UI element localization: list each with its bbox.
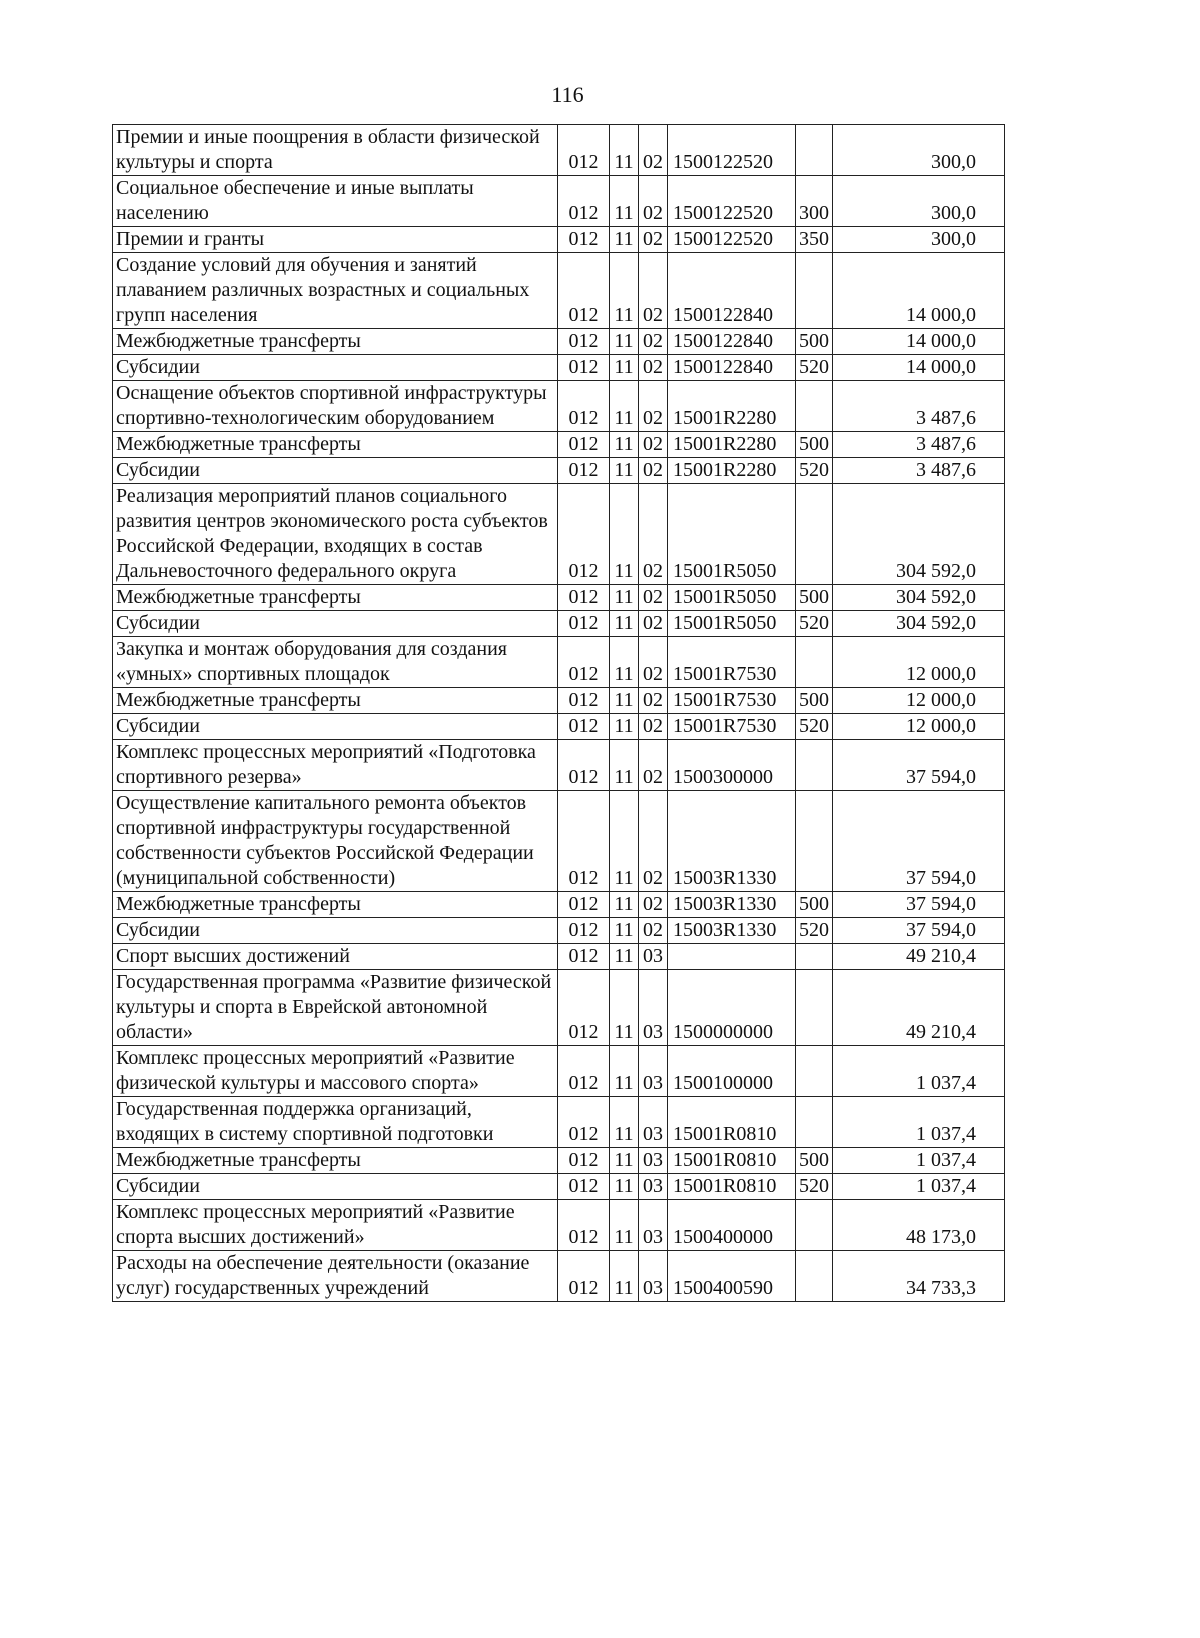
section-code-cell: 11 — [610, 918, 639, 944]
subsection-code-cell: 02 — [639, 253, 668, 329]
ministry-code-cell: 012 — [558, 176, 610, 227]
subsection-code-cell: 02 — [639, 381, 668, 432]
table-row — [113, 688, 1005, 714]
subsection-code-cell: 02 — [639, 892, 668, 918]
subsection-code-cell: 03 — [639, 1200, 668, 1251]
item-name-cell: Закупка и монтаж оборудования для создания «умных» спортивных площадок — [113, 637, 558, 688]
item-name-cell: Премии и иные поощрения в области физической культуры и спорта — [113, 125, 558, 176]
table-row — [113, 1251, 1005, 1302]
expense-type-cell — [796, 125, 833, 176]
target-article-cell: 15001R5050 — [668, 484, 796, 585]
item-name-cell: Субсидии — [113, 1174, 558, 1200]
item-name-cell: Межбюджетные трансферты — [113, 329, 558, 355]
section-code-cell: 11 — [610, 892, 639, 918]
table-row — [113, 432, 1005, 458]
amount-cell: 48 173,0 — [833, 1200, 1005, 1251]
table-row — [113, 1148, 1005, 1174]
item-name-cell: Государственная поддержка организаций, входящих в систему спортивной подготовки — [113, 1097, 558, 1148]
ministry-code-cell: 012 — [558, 611, 610, 637]
amount-cell: 37 594,0 — [833, 791, 1005, 892]
subsection-code-cell: 02 — [639, 688, 668, 714]
table-row — [113, 740, 1005, 791]
table-row — [113, 125, 1005, 176]
ministry-code-cell: 012 — [558, 740, 610, 791]
target-article-cell: 1500122520 — [668, 227, 796, 253]
table-row — [113, 176, 1005, 227]
section-code-cell: 11 — [610, 791, 639, 892]
amount-cell: 12 000,0 — [833, 637, 1005, 688]
item-name-cell: Создание условий для обучения и занятий плаванием различных возрастных и социальных групп населения — [113, 253, 558, 329]
ministry-code-cell: 012 — [558, 125, 610, 176]
item-name-cell: Премии и гранты — [113, 227, 558, 253]
table-row — [113, 637, 1005, 688]
ministry-code-cell: 012 — [558, 484, 610, 585]
expense-type-cell — [796, 970, 833, 1046]
subsection-code-cell: 02 — [639, 791, 668, 892]
section-code-cell: 11 — [610, 176, 639, 227]
table-row — [113, 227, 1005, 253]
target-article-cell: 1500400000 — [668, 1200, 796, 1251]
amount-cell: 14 000,0 — [833, 355, 1005, 381]
section-code-cell: 11 — [610, 484, 639, 585]
amount-cell: 304 592,0 — [833, 484, 1005, 585]
expense-type-cell — [796, 740, 833, 791]
section-code-cell: 11 — [610, 585, 639, 611]
item-name-cell: Оснащение объектов спортивной инфраструктуры спортивно-технологическим оборудованием — [113, 381, 558, 432]
section-code-cell: 11 — [610, 740, 639, 791]
item-name-cell: Субсидии — [113, 611, 558, 637]
target-article-cell — [668, 944, 796, 970]
ministry-code-cell: 012 — [558, 714, 610, 740]
table-row — [113, 329, 1005, 355]
section-code-cell: 11 — [610, 432, 639, 458]
subsection-code-cell: 02 — [639, 611, 668, 637]
target-article-cell: 15003R1330 — [668, 918, 796, 944]
table-row — [113, 714, 1005, 740]
amount-cell: 34 733,3 — [833, 1251, 1005, 1302]
ministry-code-cell: 012 — [558, 1174, 610, 1200]
expense-type-cell — [796, 1200, 833, 1251]
item-name-cell: Комплекс процессных мероприятий «Подготовка спортивного резерва» — [113, 740, 558, 791]
table-row — [113, 944, 1005, 970]
target-article-cell: 1500122520 — [668, 176, 796, 227]
section-code-cell: 11 — [610, 1148, 639, 1174]
subsection-code-cell: 02 — [639, 432, 668, 458]
subsection-code-cell: 02 — [639, 176, 668, 227]
item-name-cell: Реализация мероприятий планов социального развития центров экономического роста субъектов Российской Федерации, входящих в состав Дальневосточного федерального округа — [113, 484, 558, 585]
ministry-code-cell: 012 — [558, 1046, 610, 1097]
section-code-cell: 11 — [610, 381, 639, 432]
target-article-cell: 15001R2280 — [668, 458, 796, 484]
target-article-cell: 1500000000 — [668, 970, 796, 1046]
subsection-code-cell: 03 — [639, 1251, 668, 1302]
expense-type-cell — [796, 1251, 833, 1302]
item-name-cell: Спорт высших достижений — [113, 944, 558, 970]
subsection-code-cell: 02 — [639, 125, 668, 176]
target-article-cell: 1500122840 — [668, 253, 796, 329]
section-code-cell: 11 — [610, 253, 639, 329]
target-article-cell: 15001R0810 — [668, 1174, 796, 1200]
amount-cell: 1 037,4 — [833, 1046, 1005, 1097]
expense-type-cell: 520 — [796, 918, 833, 944]
expense-type-cell — [796, 944, 833, 970]
target-article-cell: 15003R1330 — [668, 791, 796, 892]
ministry-code-cell: 012 — [558, 1251, 610, 1302]
expense-type-cell — [796, 381, 833, 432]
item-name-cell: Межбюджетные трансферты — [113, 1148, 558, 1174]
budget-table — [112, 124, 1005, 1302]
amount-cell: 1 037,4 — [833, 1174, 1005, 1200]
section-code-cell: 11 — [610, 227, 639, 253]
subsection-code-cell: 02 — [639, 585, 668, 611]
subsection-code-cell: 02 — [639, 918, 668, 944]
section-code-cell: 11 — [610, 1097, 639, 1148]
item-name-cell: Расходы на обеспечение деятельности (оказание услуг) государственных учреждений — [113, 1251, 558, 1302]
amount-cell: 1 037,4 — [833, 1148, 1005, 1174]
amount-cell: 49 210,4 — [833, 970, 1005, 1046]
expense-type-cell: 500 — [796, 1148, 833, 1174]
target-article-cell: 15001R7530 — [668, 714, 796, 740]
item-name-cell: Комплекс процессных мероприятий «Развитие физической культуры и массового спорта» — [113, 1046, 558, 1097]
amount-cell: 3 487,6 — [833, 432, 1005, 458]
table-row — [113, 1174, 1005, 1200]
section-code-cell: 11 — [610, 329, 639, 355]
expense-type-cell — [796, 253, 833, 329]
expense-type-cell: 520 — [796, 458, 833, 484]
amount-cell: 49 210,4 — [833, 944, 1005, 970]
section-code-cell: 11 — [610, 944, 639, 970]
amount-cell: 14 000,0 — [833, 253, 1005, 329]
ministry-code-cell: 012 — [558, 918, 610, 944]
ministry-code-cell: 012 — [558, 227, 610, 253]
subsection-code-cell: 03 — [639, 1097, 668, 1148]
ministry-code-cell: 012 — [558, 1097, 610, 1148]
target-article-cell: 15001R2280 — [668, 432, 796, 458]
expense-type-cell: 520 — [796, 1174, 833, 1200]
section-code-cell: 11 — [610, 688, 639, 714]
section-code-cell: 11 — [610, 1174, 639, 1200]
section-code-cell: 11 — [610, 1251, 639, 1302]
section-code-cell: 11 — [610, 970, 639, 1046]
subsection-code-cell: 03 — [639, 944, 668, 970]
table-row — [113, 381, 1005, 432]
table-row — [113, 355, 1005, 381]
item-name-cell: Социальное обеспечение и иные выплаты населению — [113, 176, 558, 227]
amount-cell: 3 487,6 — [833, 458, 1005, 484]
page-number: 116 — [551, 82, 584, 107]
item-name-cell: Субсидии — [113, 714, 558, 740]
section-code-cell: 11 — [610, 355, 639, 381]
subsection-code-cell: 03 — [639, 1046, 668, 1097]
target-article-cell: 15001R7530 — [668, 637, 796, 688]
subsection-code-cell: 03 — [639, 1148, 668, 1174]
ministry-code-cell: 012 — [558, 355, 610, 381]
target-article-cell: 15001R5050 — [668, 611, 796, 637]
table-row — [113, 585, 1005, 611]
section-code-cell: 11 — [610, 714, 639, 740]
subsection-code-cell: 02 — [639, 714, 668, 740]
amount-cell: 14 000,0 — [833, 329, 1005, 355]
amount-cell: 3 487,6 — [833, 381, 1005, 432]
item-name-cell: Межбюджетные трансферты — [113, 585, 558, 611]
subsection-code-cell: 03 — [639, 970, 668, 1046]
item-name-cell: Субсидии — [113, 918, 558, 944]
amount-cell: 12 000,0 — [833, 688, 1005, 714]
table-row — [113, 458, 1005, 484]
target-article-cell: 1500300000 — [668, 740, 796, 791]
expense-type-cell: 350 — [796, 227, 833, 253]
ministry-code-cell: 012 — [558, 791, 610, 892]
amount-cell: 1 037,4 — [833, 1097, 1005, 1148]
expense-type-cell: 500 — [796, 688, 833, 714]
table-row — [113, 1200, 1005, 1251]
amount-cell: 304 592,0 — [833, 611, 1005, 637]
ministry-code-cell: 012 — [558, 585, 610, 611]
expense-type-cell: 520 — [796, 611, 833, 637]
subsection-code-cell: 03 — [639, 1174, 668, 1200]
item-name-cell: Субсидии — [113, 355, 558, 381]
section-code-cell: 11 — [610, 458, 639, 484]
amount-cell: 304 592,0 — [833, 585, 1005, 611]
target-article-cell: 15001R2280 — [668, 381, 796, 432]
table-row — [113, 484, 1005, 585]
target-article-cell: 15001R5050 — [668, 585, 796, 611]
ministry-code-cell: 012 — [558, 637, 610, 688]
subsection-code-cell: 02 — [639, 637, 668, 688]
target-article-cell: 15001R0810 — [668, 1148, 796, 1174]
ministry-code-cell: 012 — [558, 1148, 610, 1174]
table-row — [113, 253, 1005, 329]
table-row — [113, 791, 1005, 892]
item-name-cell: Межбюджетные трансферты — [113, 432, 558, 458]
subsection-code-cell: 02 — [639, 227, 668, 253]
expense-type-cell: 300 — [796, 176, 833, 227]
ministry-code-cell: 012 — [558, 432, 610, 458]
subsection-code-cell: 02 — [639, 484, 668, 585]
table-row — [113, 1046, 1005, 1097]
item-name-cell: Государственная программа «Развитие физической культуры и спорта в Еврейской автономной области» — [113, 970, 558, 1046]
table-row — [113, 1097, 1005, 1148]
ministry-code-cell: 012 — [558, 970, 610, 1046]
expense-type-cell: 520 — [796, 714, 833, 740]
item-name-cell: Межбюджетные трансферты — [113, 892, 558, 918]
target-article-cell: 1500122520 — [668, 125, 796, 176]
table-row — [113, 892, 1005, 918]
table-row — [113, 970, 1005, 1046]
target-article-cell: 1500122840 — [668, 355, 796, 381]
expense-type-cell: 520 — [796, 355, 833, 381]
ministry-code-cell: 012 — [558, 329, 610, 355]
section-code-cell: 11 — [610, 637, 639, 688]
expense-type-cell: 500 — [796, 892, 833, 918]
subsection-code-cell: 02 — [639, 355, 668, 381]
expense-type-cell: 500 — [796, 432, 833, 458]
expense-type-cell — [796, 1046, 833, 1097]
subsection-code-cell: 02 — [639, 740, 668, 791]
expense-type-cell: 500 — [796, 329, 833, 355]
expense-type-cell: 500 — [796, 585, 833, 611]
target-article-cell: 15003R1330 — [668, 892, 796, 918]
section-code-cell: 11 — [610, 1200, 639, 1251]
ministry-code-cell: 012 — [558, 688, 610, 714]
target-article-cell: 15001R0810 — [668, 1097, 796, 1148]
amount-cell: 12 000,0 — [833, 714, 1005, 740]
table-row — [113, 918, 1005, 944]
section-code-cell: 11 — [610, 1046, 639, 1097]
expense-type-cell — [796, 637, 833, 688]
target-article-cell: 1500400590 — [668, 1251, 796, 1302]
amount-cell: 300,0 — [833, 227, 1005, 253]
amount-cell: 300,0 — [833, 125, 1005, 176]
ministry-code-cell: 012 — [558, 944, 610, 970]
section-code-cell: 11 — [610, 611, 639, 637]
ministry-code-cell: 012 — [558, 381, 610, 432]
ministry-code-cell: 012 — [558, 892, 610, 918]
target-article-cell: 15001R7530 — [668, 688, 796, 714]
amount-cell: 37 594,0 — [833, 918, 1005, 944]
item-name-cell: Осуществление капитального ремонта объектов спортивной инфраструктуры государственной собственности субъектов Российской Федерации (муниципальной собственности) — [113, 791, 558, 892]
expense-type-cell — [796, 484, 833, 585]
expense-type-cell — [796, 791, 833, 892]
subsection-code-cell: 02 — [639, 329, 668, 355]
item-name-cell: Субсидии — [113, 458, 558, 484]
section-code-cell: 11 — [610, 125, 639, 176]
item-name-cell: Межбюджетные трансферты — [113, 688, 558, 714]
target-article-cell: 1500122840 — [668, 329, 796, 355]
ministry-code-cell: 012 — [558, 458, 610, 484]
item-name-cell: Комплекс процессных мероприятий «Развитие спорта высших достижений» — [113, 1200, 558, 1251]
target-article-cell: 1500100000 — [668, 1046, 796, 1097]
ministry-code-cell: 012 — [558, 1200, 610, 1251]
table-row — [113, 611, 1005, 637]
amount-cell: 37 594,0 — [833, 740, 1005, 791]
amount-cell: 37 594,0 — [833, 892, 1005, 918]
expense-type-cell — [796, 1097, 833, 1148]
subsection-code-cell: 02 — [639, 458, 668, 484]
amount-cell: 300,0 — [833, 176, 1005, 227]
ministry-code-cell: 012 — [558, 253, 610, 329]
